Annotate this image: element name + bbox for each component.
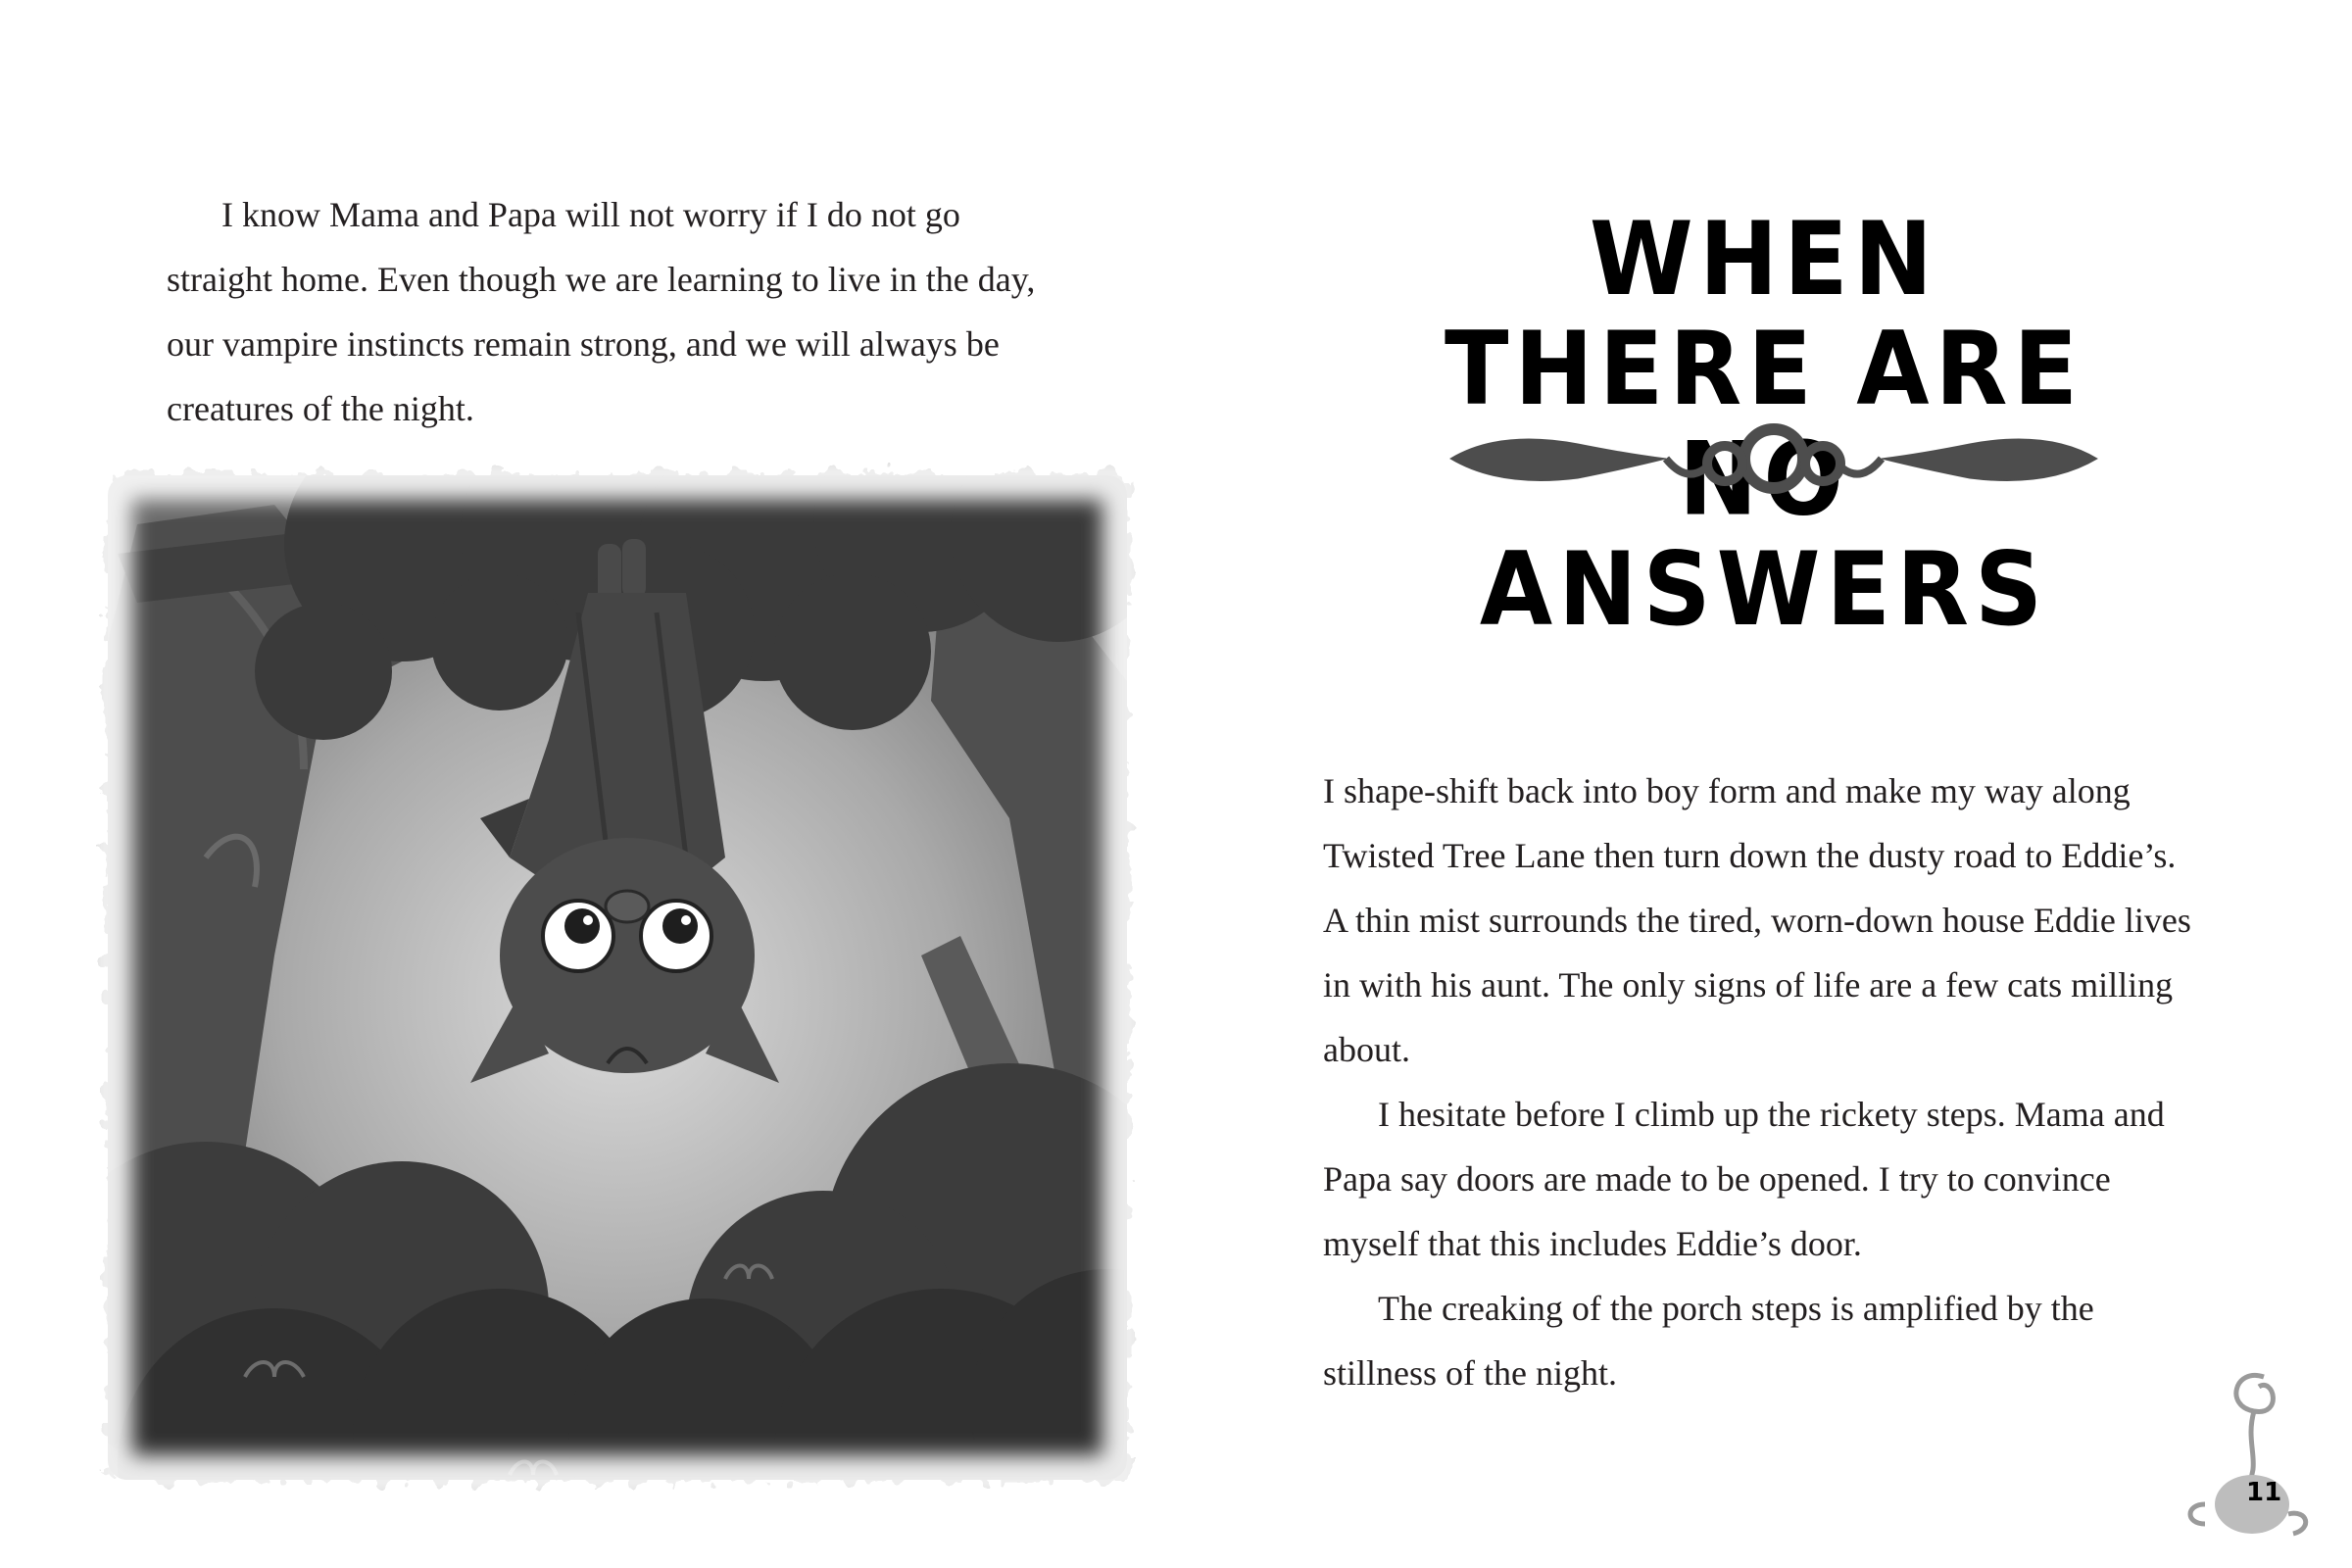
paragraph: I shape-shift back into boy form and make my way along Twisted Tree Lane then turn down the dusty road to Eddie’s. A thin mist surrounds the tired, worn-down house Eddie lives in with his aunt. The only signs of life are a few cats milling about.	[1323, 771, 2191, 1069]
paragraph: I hesitate before I climb up the rickety steps. Mama and Papa say doors are made to be opened. I try to convince myself that this includes Eddie’s door.	[1323, 1095, 2165, 1263]
left-page-text	[167, 182, 1068, 441]
paragraph: I know Mama and Papa will not worry if I do not go straight home. Even though we are learning to live in the day, our vampire instincts remain strong, and we will always be creatures of the night.	[167, 195, 1036, 428]
chapter-title-line: WHEN THERE ARE	[1444, 199, 2084, 428]
page-number: 11	[2246, 1478, 2282, 1507]
bat-illustration	[78, 446, 1156, 1509]
chapter-title-line: NO ANSWERS	[1479, 419, 2049, 649]
swirl-folio-icon	[2176, 1357, 2313, 1553]
right-page-text	[1323, 759, 2205, 1405]
scroll-divider-icon	[1441, 419, 2107, 498]
paragraph: The creaking of the porch steps is amplified by the stillness of the night.	[1323, 1289, 2094, 1393]
bat-hanging-image	[78, 446, 1156, 1509]
